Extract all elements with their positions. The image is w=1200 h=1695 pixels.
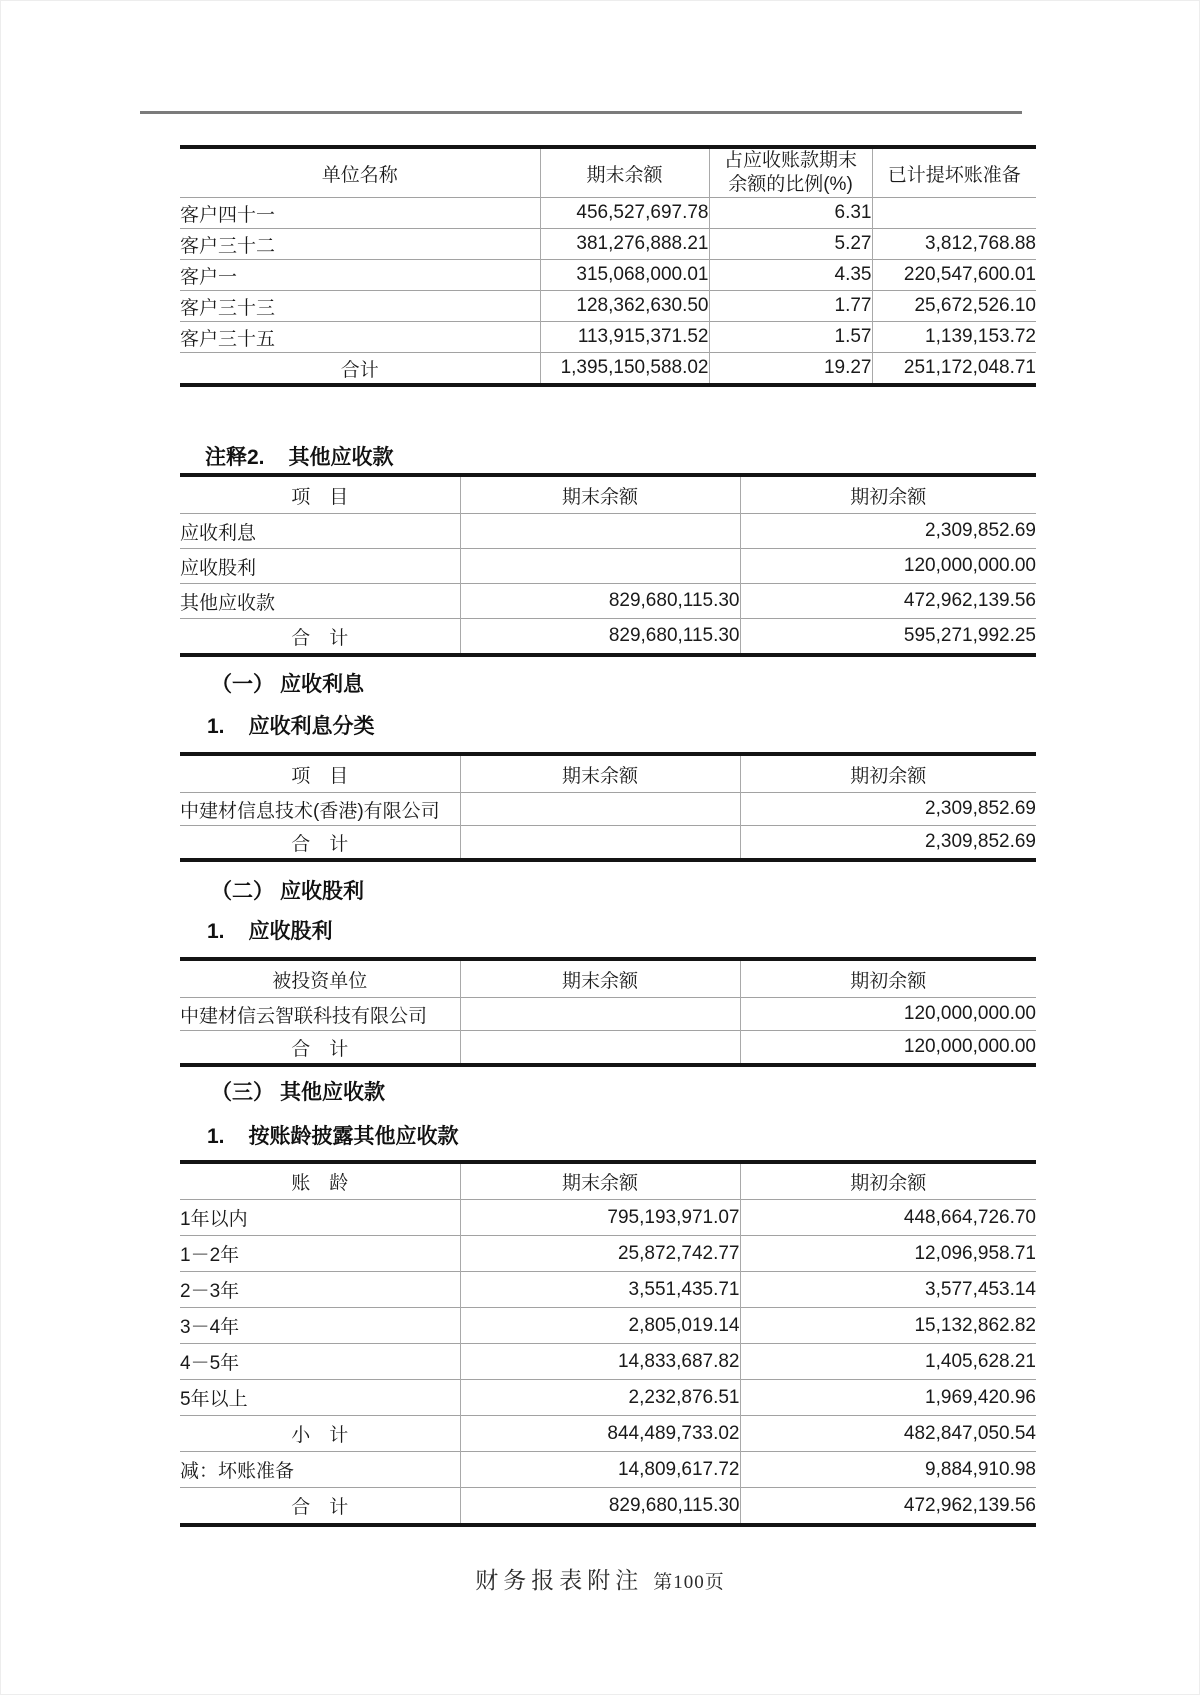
provision-value: 3,812,768.88 [872, 229, 1036, 260]
note2-heading [205, 441, 394, 471]
table-total-row [180, 1488, 1036, 1526]
ending-balance-value [460, 549, 740, 584]
total-ratio: 19.27 [709, 353, 872, 386]
table-header-row [180, 1162, 1036, 1200]
table-subtotal-row [180, 1416, 1036, 1452]
col-header-item: 项 目 [291, 765, 349, 787]
top-customers-table [180, 145, 1036, 387]
table-row [180, 1236, 1036, 1272]
table-total-row [180, 1031, 1036, 1066]
col-header-ratio [709, 147, 872, 198]
table-header-row [180, 147, 1036, 198]
section3-sub-number: 1. [207, 1125, 225, 1148]
beginning-balance-value: 15,132,862.82 [740, 1308, 1036, 1344]
table-row [180, 260, 1036, 291]
item-label: 应收股利 [180, 549, 460, 584]
section2-heading-title: 应收股利 [280, 880, 364, 903]
ending-balance-value: 25,872,742.77 [460, 1236, 740, 1272]
section1-heading-number: （一） [211, 673, 274, 696]
table-row [180, 514, 1036, 549]
customer-name: 客户三十三 [180, 291, 540, 322]
ending-balance-value: 14,809,617.72 [460, 1452, 740, 1488]
col-header-beginning-balance: 期初余额 [740, 475, 1036, 514]
table-row [180, 229, 1036, 260]
ending-balance-value [460, 998, 740, 1031]
provision-value [872, 198, 1036, 229]
total-label: 合计 [180, 353, 540, 386]
ending-balance-value: 2,805,019.14 [460, 1308, 740, 1344]
dividends-receivable-table [180, 957, 1036, 1067]
note2-heading-number: 注释2. [205, 446, 265, 469]
col-header-item: 项 目 [291, 486, 349, 508]
ending-balance-value: 829,680,115.30 [460, 584, 740, 619]
section1-heading-title: 应收利息 [280, 673, 364, 696]
col-header-beginning-balance: 期初余额 [740, 754, 1036, 793]
table-row [180, 322, 1036, 353]
ending-balance-value: 128,362,630.50 [540, 291, 709, 322]
table-total-row [180, 619, 1036, 656]
section3-heading-title: 其他应收款 [280, 1081, 385, 1104]
aging-bucket-label: 5年以上 [180, 1380, 460, 1416]
aging-table [180, 1160, 1036, 1527]
total-provision: 251,172,048.71 [872, 353, 1036, 386]
total-beginning-balance: 120,000,000.00 [740, 1031, 1036, 1066]
col-header-ratio-line2: 余额的比例(%) [728, 174, 853, 195]
total-ending-balance: 1,395,150,588.02 [540, 353, 709, 386]
beginning-balance-value: 472,962,139.56 [740, 584, 1036, 619]
table-row [180, 1380, 1036, 1416]
aging-bucket-label: 1年以内 [180, 1200, 460, 1236]
subtotal-beginning-balance: 482,847,050.54 [740, 1416, 1036, 1452]
section3-sub-title: 按账龄披露其他应收款 [248, 1125, 459, 1148]
aging-bucket-label: 3－4年 [180, 1308, 460, 1344]
table-row [180, 1344, 1036, 1380]
section3-sub-heading [207, 1120, 459, 1150]
header-rule [140, 111, 1022, 114]
col-header-ending-balance: 期末余额 [460, 959, 740, 998]
section1-sub-number: 1. [207, 715, 225, 738]
table-header-row [180, 475, 1036, 514]
beginning-balance-value: 120,000,000.00 [740, 998, 1036, 1031]
beginning-balance-value: 120,000,000.00 [740, 549, 1036, 584]
aging-bucket-label: 4－5年 [180, 1344, 460, 1380]
table-row [180, 584, 1036, 619]
section2-heading [211, 875, 364, 905]
table-header-row [180, 754, 1036, 793]
table-row [180, 1308, 1036, 1344]
col-header-ending-balance: 期末余额 [460, 475, 740, 514]
ending-balance-value: 456,527,697.78 [540, 198, 709, 229]
ending-balance-value: 2,232,876.51 [460, 1380, 740, 1416]
item-label: 中建材信息技术(香港)有限公司 [180, 793, 460, 826]
total-beginning-balance: 2,309,852.69 [740, 826, 1036, 861]
section1-sub-heading [207, 710, 375, 740]
section2-sub-title: 应收股利 [248, 920, 333, 943]
table-row [180, 998, 1036, 1031]
total-label: 合 计 [180, 1031, 460, 1066]
ending-balance-value: 14,833,687.82 [460, 1344, 740, 1380]
customer-name: 客户四十一 [180, 198, 540, 229]
col-header-unit-name: 单位名称 [321, 164, 398, 186]
beginning-balance-value: 2,309,852.69 [740, 514, 1036, 549]
footer-title: 财务报表附注 [475, 1568, 644, 1593]
col-header-ratio-line1: 占应收账款期末 [723, 150, 857, 171]
total-beginning-balance: 595,271,992.25 [740, 619, 1036, 656]
aging-bucket-label: 2－3年 [180, 1272, 460, 1308]
table-row [180, 1452, 1036, 1488]
col-header-ending-balance: 期末余额 [540, 147, 709, 198]
section3-heading [211, 1076, 385, 1106]
section1-sub-title: 应收利息分类 [248, 715, 375, 738]
beginning-balance-value: 9,884,910.98 [740, 1452, 1036, 1488]
provision-value: 25,672,526.10 [872, 291, 1036, 322]
customer-name: 客户三十二 [180, 229, 540, 260]
total-ending-balance [460, 1031, 740, 1066]
table-row [180, 1272, 1036, 1308]
col-header-investee: 被投资单位 [272, 970, 368, 992]
table-header-row [180, 959, 1036, 998]
col-header-beginning-balance: 期初余额 [740, 1162, 1036, 1200]
ending-balance-value: 3,551,435.71 [460, 1272, 740, 1308]
beginning-balance-value: 448,664,726.70 [740, 1200, 1036, 1236]
total-label: 合 计 [180, 619, 460, 656]
aging-bucket-label: 1－2年 [180, 1236, 460, 1272]
table-row [180, 549, 1036, 584]
ending-balance-value: 795,193,971.07 [460, 1200, 740, 1236]
investee-name: 中建材信云智联科技有限公司 [180, 998, 460, 1031]
col-header-ending-balance: 期末余额 [460, 754, 740, 793]
table-row [180, 291, 1036, 322]
section2-heading-number: （二） [211, 880, 274, 903]
ending-balance-value [460, 793, 740, 826]
beginning-balance-value: 2,309,852.69 [740, 793, 1036, 826]
ending-balance-value: 113,915,371.52 [540, 322, 709, 353]
table-row [180, 1200, 1036, 1236]
table-row [180, 198, 1036, 229]
col-header-beginning-balance: 期初余额 [740, 959, 1036, 998]
subtotal-ending-balance: 844,489,733.02 [460, 1416, 740, 1452]
table-total-row [180, 826, 1036, 861]
total-ending-balance: 829,680,115.30 [460, 619, 740, 656]
beginning-balance-value: 12,096,958.71 [740, 1236, 1036, 1272]
total-label: 合 计 [180, 826, 460, 861]
ending-balance-value: 315,068,000.01 [540, 260, 709, 291]
ratio-value: 6.31 [709, 198, 872, 229]
page-footer [0, 1562, 1200, 1595]
less-bad-debt-label: 减：坏账准备 [180, 1452, 460, 1488]
section2-sub-number: 1. [207, 920, 225, 943]
footer-page-number: 第100页 [653, 1572, 725, 1593]
provision-value: 220,547,600.01 [872, 260, 1036, 291]
other-receivables-table [180, 473, 1036, 657]
col-header-ending-balance: 期末余额 [460, 1162, 740, 1200]
total-label: 合 计 [180, 1488, 460, 1526]
ratio-value: 1.77 [709, 291, 872, 322]
total-ending-balance: 829,680,115.30 [460, 1488, 740, 1526]
item-label: 其他应收款 [180, 584, 460, 619]
customer-name: 客户一 [180, 260, 540, 291]
provision-value: 1,139,153.72 [872, 322, 1036, 353]
item-label: 应收利息 [180, 514, 460, 549]
customer-name: 客户三十五 [180, 322, 540, 353]
section3-heading-number: （三） [211, 1081, 274, 1104]
col-header-bad-debt-provision: 已计提坏账准备 [872, 147, 1036, 198]
beginning-balance-value: 1,969,420.96 [740, 1380, 1036, 1416]
section2-sub-heading [207, 915, 333, 945]
table-row [180, 793, 1036, 826]
table-total-row [180, 353, 1036, 386]
ending-balance-value [460, 514, 740, 549]
ratio-value: 5.27 [709, 229, 872, 260]
note2-heading-title: 其他应收款 [288, 446, 394, 469]
ending-balance-value: 381,276,888.21 [540, 229, 709, 260]
total-beginning-balance: 472,962,139.56 [740, 1488, 1036, 1526]
subtotal-label: 小 计 [180, 1416, 460, 1452]
interest-receivable-table [180, 752, 1036, 862]
ratio-value: 4.35 [709, 260, 872, 291]
section1-heading [211, 668, 364, 698]
ratio-value: 1.57 [709, 322, 872, 353]
beginning-balance-value: 3,577,453.14 [740, 1272, 1036, 1308]
beginning-balance-value: 1,405,628.21 [740, 1344, 1036, 1380]
total-ending-balance [460, 826, 740, 861]
col-header-aging: 账 龄 [291, 1173, 349, 1194]
